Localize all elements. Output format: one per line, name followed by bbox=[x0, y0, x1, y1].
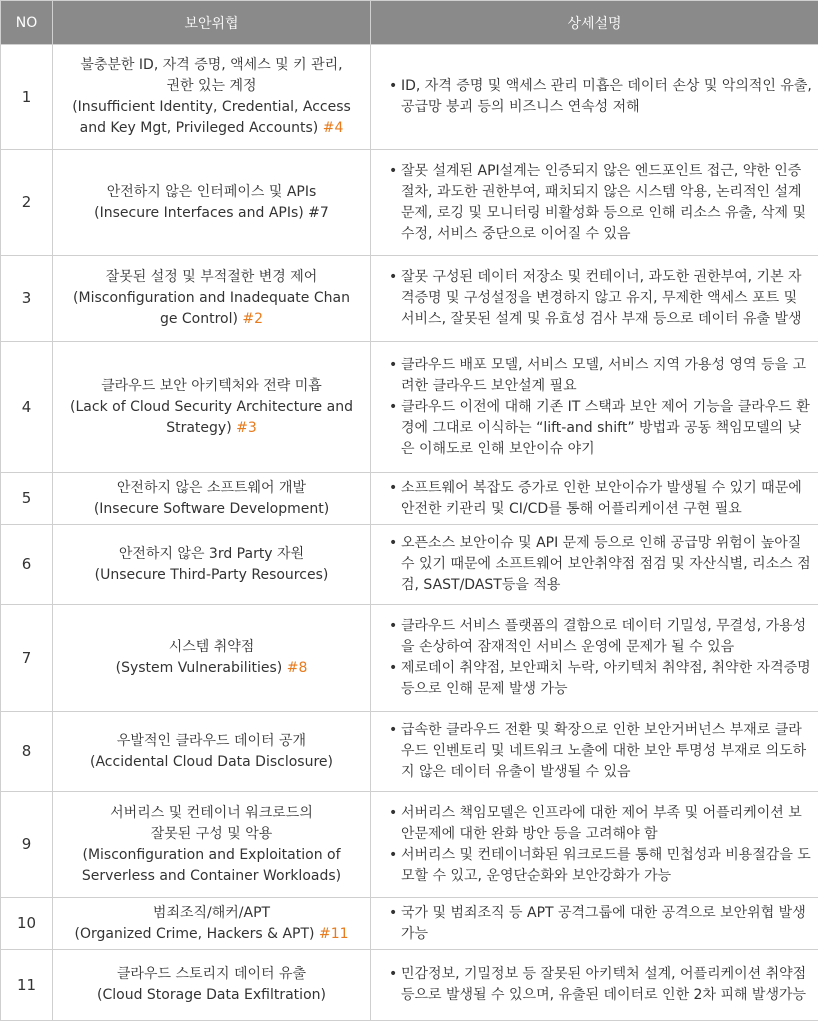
threat-name-ko: 우발적인 클라우드 데이터 공개 bbox=[116, 732, 307, 749]
threat-name-ko: 클라우드 스토리지 데이터 유출 bbox=[116, 966, 307, 982]
threat-cell bbox=[53, 256, 371, 342]
threat-cell bbox=[53, 525, 371, 605]
detail-cell bbox=[371, 605, 818, 712]
threat-name-ko: 안전하지 않은 인터페이스 및 APIs bbox=[106, 183, 317, 200]
detail-bullet: • 서버리스 책임모델은 인프라에 대한 제어 부족 및 어플리케이션 보안문제에 대한 완화 방안 등을 고려해야 함 bbox=[389, 803, 812, 845]
threat-name-ko: 범죄조직/해커/APT bbox=[152, 904, 271, 921]
detail-cell bbox=[371, 898, 818, 950]
detail-bullet: • 제로데이 취약점, 보안패치 누락, 아키텍처 취약점, 취약한 자격증명 등으로 인해 문제 발생 가능 bbox=[389, 658, 812, 700]
threat-cell bbox=[53, 898, 371, 950]
csa-rank-reference: #2 bbox=[242, 311, 264, 327]
detail-bullet: • 서버리스 및 컨테이너화된 워크로드를 통해 민첩성과 비용절감을 도모할 수 있고, 운영단순화와 보안강화가 가능 bbox=[389, 845, 812, 887]
detail-bullet: • 소프트웨어 복잡도 증가로 인한 보안이슈가 발생될 수 있기 때문에 안전한 키관리 및 CI/CD를 통해 어플리케이션 구현 필요 bbox=[389, 478, 812, 520]
threat-name-en: (Organized Crime, Hackers & APT) bbox=[74, 925, 315, 942]
header-detail: 상세설명 bbox=[371, 1, 818, 45]
row-number: 8 bbox=[1, 712, 53, 792]
threat-name-ko: 시스템 취약점 bbox=[168, 639, 255, 655]
detail-bullet: • 잘못 구성된 데이터 저장소 및 컨테이너, 과도한 권한부여, 기본 자격증명 및 구성설정을 변경하지 않고 유지, 무제한 액세스 포트 및 서비스, 잘못된 설계 및 유효성 검사 부재 등으로 데이터 유출 발생 bbox=[389, 267, 812, 330]
detail-bullet: • 클라우드 이전에 대해 기존 IT 스택과 보안 제어 기능을 클라우드 환경에 그대로 이식하는 “lift-and shift” 방법과 공동 책임모델의 낮은 이해도로 인해 보안이슈 야기 bbox=[389, 397, 812, 460]
threat-name-ko: 불충분한 ID, 자격 증명, 액세스 및 키 관리, bbox=[80, 57, 343, 73]
threat-name-en: (Misconfiguration and Exploitation of bbox=[82, 846, 341, 863]
table-row bbox=[1, 898, 818, 950]
detail-list bbox=[389, 616, 812, 700]
detail-bullet: • 민감정보, 기밀정보 등 잘못된 아키텍처 설계, 어플리케이션 취약점 등으로 발생될 수 있으며, 유출된 데이터로 인한 2차 피해 발생가능 bbox=[389, 964, 812, 1006]
table-row bbox=[1, 605, 818, 712]
csa-rank-reference: #8 bbox=[286, 660, 308, 676]
row-number: 4 bbox=[1, 342, 53, 473]
table-row bbox=[1, 792, 818, 898]
threat-cell bbox=[53, 150, 371, 256]
row-number: 10 bbox=[1, 898, 53, 950]
detail-bullet: • 잘못 설계된 API설계는 인증되지 않은 엔드포인트 접근, 약한 인증 절차, 과도한 권한부여, 패치되지 않은 시스템 악용, 논리적인 설계문제, 로깅 및 모니터링 비활성화 등으로 인해 리소스 유출, 삭제 및 수정, 서비스 중단으로 이어질 수 있음 bbox=[389, 161, 812, 245]
threat-cell bbox=[53, 342, 371, 473]
detail-list bbox=[389, 803, 812, 887]
csa-rank-reference: #3 bbox=[236, 419, 257, 436]
table-row bbox=[1, 342, 818, 473]
threat-name-en: (Insecure Software Development) bbox=[93, 500, 330, 517]
threat-cell bbox=[53, 950, 371, 1021]
row-number: 3 bbox=[1, 256, 53, 342]
threat-name-ko: 안전하지 않은 3rd Party 자원 bbox=[118, 545, 305, 562]
detail-bullet: • 급속한 클라우드 전환 및 확장으로 인한 보안거버넌스 부재로 클라우드 인벤토리 및 네트워크 노출에 대한 보안 투명성 부재로 의도하지 않은 데이터 유출이 발생될 수 있음 bbox=[389, 720, 812, 783]
detail-list bbox=[389, 964, 812, 1006]
detail-list bbox=[389, 720, 812, 783]
detail-cell bbox=[371, 473, 818, 525]
threat-name-en: (Insecure Interfaces and APIs) #7 bbox=[94, 204, 329, 221]
detail-bullet: • 클라우드 배포 모델, 서비스 모델, 서비스 지역 가용성 영역 등을 고려한 클라우드 보안설계 필요 bbox=[389, 355, 812, 397]
row-number: 1 bbox=[1, 45, 53, 150]
detail-list bbox=[389, 478, 812, 520]
threat-name-ko: 안전하지 않은 소프트웨어 개발 bbox=[116, 479, 307, 496]
threat-name-en-cont: ge Control) bbox=[159, 311, 238, 327]
detail-cell bbox=[371, 342, 818, 473]
threat-cell bbox=[53, 605, 371, 712]
threat-name-en: (Insufficient Identity, Credential, Access bbox=[72, 99, 351, 115]
threat-name-en: (Unsecure Third-Party Resources) bbox=[94, 566, 329, 583]
table-row bbox=[1, 45, 818, 150]
row-number: 11 bbox=[1, 950, 53, 1021]
row-number: 5 bbox=[1, 473, 53, 525]
threat-name-ko: 클라우드 보안 아키텍처와 전략 미흡 bbox=[101, 377, 322, 394]
detail-list bbox=[389, 903, 812, 945]
row-number: 2 bbox=[1, 150, 53, 256]
table-row bbox=[1, 950, 818, 1021]
threat-name-en-cont: Strategy) bbox=[166, 419, 232, 436]
detail-bullet: • 오픈소스 보안이슈 및 API 문제 등으로 인해 공급망 위험이 높아질 수 있기 때문에 소프트웨어 보안취약점 점검 및 자산식별, 리소스 점검, SAST/DAST등을 적용 bbox=[389, 533, 812, 596]
table-row bbox=[1, 712, 818, 792]
detail-bullet: • 클라우드 서비스 플랫폼의 결함으로 데이터 기밀성, 무결성, 가용성을 손상하여 잠재적인 서비스 운영에 문제가 될 수 있음 bbox=[389, 616, 812, 658]
row-number: 7 bbox=[1, 605, 53, 712]
table-row bbox=[1, 150, 818, 256]
detail-cell bbox=[371, 256, 818, 342]
threat-name-ko: 잘못된 설정 및 부적절한 변경 제어 bbox=[105, 269, 318, 285]
csa-rank-reference: #4 bbox=[322, 120, 344, 136]
threat-cell bbox=[53, 473, 371, 525]
table-row bbox=[1, 525, 818, 605]
detail-cell bbox=[371, 150, 818, 256]
detail-list bbox=[389, 267, 812, 330]
row-number: 9 bbox=[1, 792, 53, 898]
detail-cell bbox=[371, 525, 818, 605]
threat-name-en: (System Vulnerabilities) bbox=[115, 660, 283, 676]
threat-name-en-cont: and Key Mgt, Privileged Accounts) bbox=[79, 120, 319, 136]
threat-cell bbox=[53, 712, 371, 792]
csa-rank-reference: #11 bbox=[318, 925, 349, 942]
threat-name-en-cont: Serverless and Container Workloads) bbox=[81, 867, 342, 884]
threat-name-en: (Lack of Cloud Security Architecture and bbox=[70, 398, 353, 415]
header-no: NO bbox=[1, 1, 53, 45]
row-number: 6 bbox=[1, 525, 53, 605]
detail-cell bbox=[371, 45, 818, 150]
threat-name-en: (Cloud Storage Data Exfiltration) bbox=[97, 987, 326, 1003]
detail-cell bbox=[371, 950, 818, 1021]
threat-name-en: (Accidental Cloud Data Disclosure) bbox=[90, 753, 333, 770]
threat-cell bbox=[53, 45, 371, 150]
threat-name-ko-cont: 권한 있는 계정 bbox=[166, 78, 257, 94]
detail-cell bbox=[371, 712, 818, 792]
detail-list bbox=[389, 533, 812, 596]
threat-name-ko: 서버리스 및 컨테이너 워크로드의 bbox=[110, 804, 313, 821]
header-row bbox=[1, 1, 818, 45]
detail-list bbox=[389, 355, 812, 460]
header-threat: 보안위협 bbox=[53, 1, 371, 45]
detail-list bbox=[389, 161, 812, 245]
table-row bbox=[1, 473, 818, 525]
detail-bullet: • 국가 및 범죄조직 등 APT 공격그룹에 대한 공격으로 보안위협 발생 가능 bbox=[389, 903, 812, 945]
table-row bbox=[1, 256, 818, 342]
threat-name-ko-cont: 잘못된 구성 및 악용 bbox=[150, 825, 273, 842]
detail-bullet: • ID, 자격 증명 및 액세스 관리 미흡은 데이터 손상 및 악의적인 유출, 공급망 붕괴 등의 비즈니스 연속성 저해 bbox=[389, 76, 812, 118]
detail-cell bbox=[371, 792, 818, 898]
detail-list bbox=[389, 76, 812, 118]
threat-name-en: (Misconfiguration and Inadequate Chan bbox=[73, 290, 350, 306]
threat-cell bbox=[53, 792, 371, 898]
